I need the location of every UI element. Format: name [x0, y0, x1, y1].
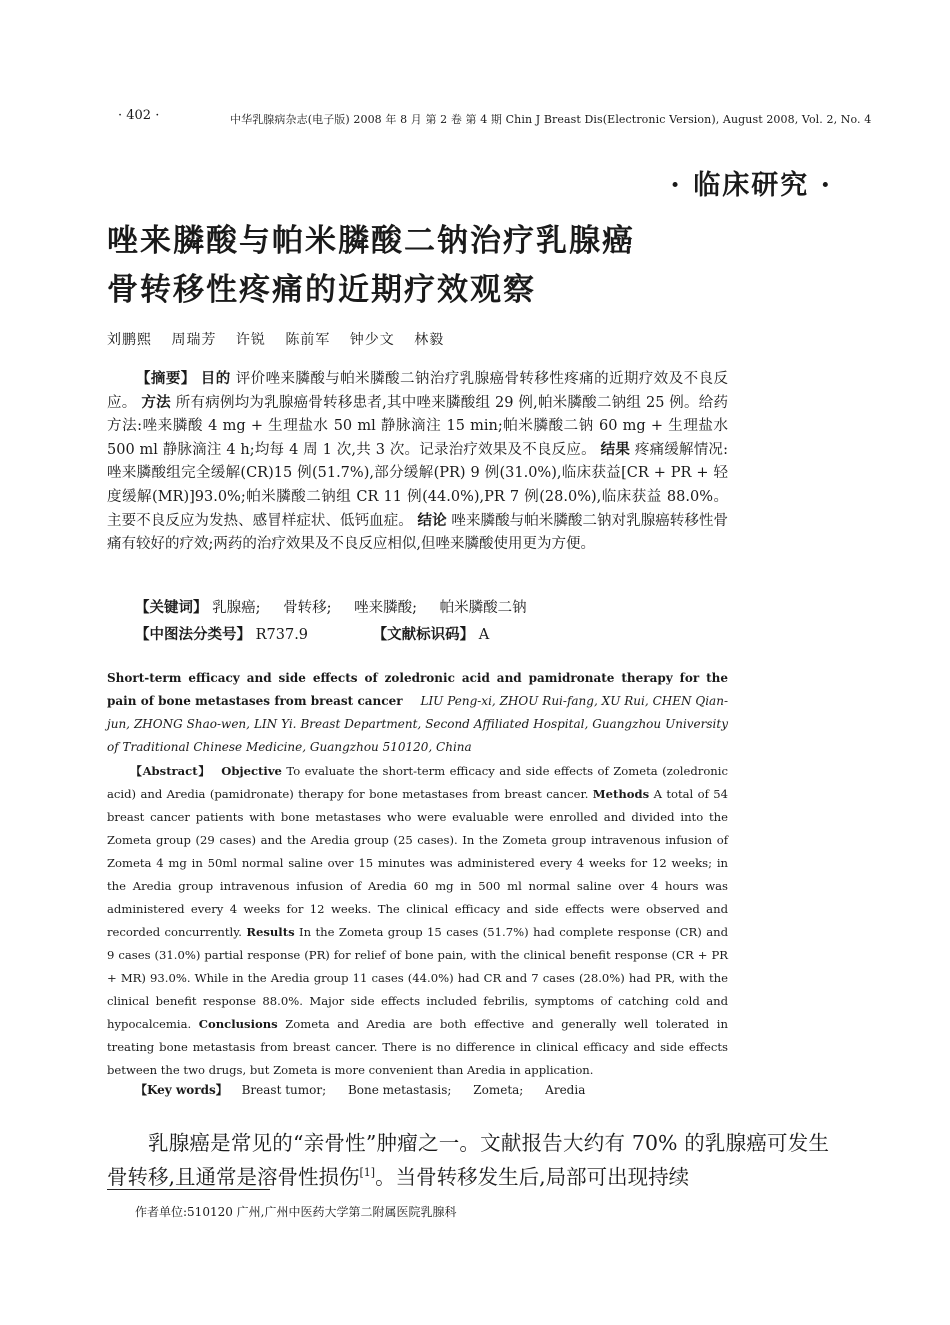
journal-header: 中华乳腺病杂志(电子版) 2008 年 8 月 第 2 卷 第 4 期 Chin J Breast Dis(Electronic Version), August 2008, Vol. 2, No. 4 [230, 113, 872, 126]
section-label: · 临床研究 · [670, 170, 832, 201]
abstract-label: 【摘要】 [136, 371, 196, 387]
en-conclusions-text: Zometa and Aredia are both effective and generally well tolerated in treating bone metastasis from breast cancer. There is no difference in clinical efficacy and side effects between the two drugs, but Zometa is more convenient than Aredia in application. [107, 1017, 728, 1077]
doc-code-value: A [478, 627, 490, 643]
body-text-end: 。当骨转移发生后,局部可出现持续 [375, 1164, 690, 1189]
english-title: Short-term efficacy and side effects of zoledronic acid and pamidronate therapy for the pain of bone metastases from breast cancer [107, 671, 728, 708]
en-results-text: In the Zometa group 15 cases (51.7%) had complete response (CR) and 9 cases (31.0%) partial response (PR) for relief of bone pain, with the clinical benefit response (CR + PR + MR) 93.0%. While in the Aredia group 11 cases (44.0%) had CR and 7 cases (28.0%) had PR, with the clinical benefit response 88.0%. Major side effects included febrilis, symptoms of catching cold and hypocalcemia. [107, 925, 729, 1031]
english-abstract [107, 760, 728, 1082]
chinese-keywords [135, 596, 527, 617]
author-affiliation-footnote: 作者单位:510120 广州,广州中医药大学第二附属医院乳腺科 [135, 1205, 457, 1219]
en-objective-label: Objective [221, 764, 282, 778]
conclusions-text: 唑来膦酸与帕米膦酸二钠对乳腺癌转移性骨痛有较好的疗效;两药的治疗效果及不良反应相似,但唑来膦酸使用更为方便。 [107, 512, 729, 553]
article-title-line2: 骨转移性疼痛的近期疗效观察 [107, 272, 536, 308]
en-conclusions-label: Conclusions [198, 1017, 278, 1031]
en-keywords-label: 【Key words】 [135, 1083, 228, 1097]
conclusions-label: 结论 [417, 512, 447, 529]
cls-label: 【中图法分类号】 [135, 627, 251, 643]
author-list: 刘鹏熙 周瑞芳 许锐 陈前军 钟少文 林毅 [107, 332, 445, 348]
keyword: 骨转移; [283, 600, 332, 616]
english-authors-affiliation: LIU Peng-xi, ZHOU Rui-fang, XU Rui, CHEN Qian-jun, ZHONG Shao-wen, LIN Yi. Breast Department, Second Affiliated Hospital, Guangzhou University of Traditional Chinese Medicine, Guangzhou 510120, China [107, 694, 728, 754]
en-methods-text: A total of 54 breast cancer patients with bone metastases who were evaluable were enrolled and divided into the Zometa group (29 cases) and the Aredia group (25 cases). In the Zometa group intravenous infusion of Zometa 4 mg in 50ml normal saline over 15 minutes was administered every 4 weeks for 12 weeks; in the Aredia group intravenous infusion of Aredia 60 mg in 500 ml normal saline over 4 hours was administered every 4 weeks for 12 weeks. The clinical efficacy and side effects were observed and recorded concurrently. [107, 787, 729, 939]
doc-code-label: 【文献标识码】 [372, 627, 475, 643]
en-keyword: Bone metastasis; [347, 1083, 452, 1097]
body-text-start: 乳腺癌是常见的“亲骨性”肿瘤之一。文献报告大约有 70% 的乳腺癌可发生骨转移,且通常是溶骨性损伤 [107, 1131, 829, 1189]
cls-value: R737.9 [255, 627, 309, 643]
keyword: 乳腺癌; [212, 600, 261, 616]
en-keyword: Zometa; [473, 1083, 524, 1097]
chinese-abstract [107, 368, 728, 557]
results-text: 疼痛缓解情况:唑来膦酸组完全缓解(CR)15 例(51.7%),部分缓解(PR) 9 例(31.0%),临床获益[CR + PR + 轻度缓解(MR)]93.0%;帕米膦酸二钠组 CR 11 例(44.0%),PR 7 例(28.0%),临床获益 88.0%。主要不良反应为发热、感冒样症状、低钙血症。 [107, 441, 729, 529]
keyword: 帕米膦酸二钠 [439, 600, 527, 616]
methods-label: 方法 [141, 394, 171, 411]
keywords-label: 【关键词】 [135, 600, 208, 616]
en-abstract-label: 【Abstract】 [130, 764, 211, 778]
en-keyword: Breast tumor; [241, 1083, 327, 1097]
results-label: 结果 [600, 441, 631, 458]
methods-text: 所有病例均为乳腺癌骨转移患者,其中唑来膦酸组 29 例,帕米膦酸二钠组 25 例。给药方法:唑来膦酸 4 mg + 生理盐水 50 ml 静脉滴注 15 min;帕米膦酸二钠 60 mg + 生理盐水 500 ml 静脉滴注 4 h;均每 4 周 1 次,共 3 次。记录治疗效果及不良反应。 [107, 394, 729, 458]
page-number: · 402 · [118, 108, 160, 123]
en-keyword: Aredia [545, 1083, 586, 1097]
english-keywords [135, 1081, 585, 1098]
en-results-label: Results [246, 925, 295, 939]
en-objective-text: To evaluate the short-term efficacy and side effects of Zometa (zoledronic acid) and Aredia (pamidronate) therapy for bone metastases from breast cancer. [107, 764, 728, 801]
citation-ref[interactable]: [1] [359, 1166, 376, 1179]
en-methods-label: Methods [592, 787, 650, 801]
classification-line [135, 623, 489, 644]
article-title-line1: 唑来膦酸与帕米膦酸二钠治疗乳腺癌 [107, 223, 635, 259]
objective-label: 目的 [200, 371, 231, 387]
keyword: 唑来膦酸; [354, 600, 417, 616]
objective-text: 评价唑来膦酸与帕米膦酸二钠治疗乳腺癌骨转移性疼痛的近期疗效及不良反应。 [107, 371, 729, 411]
english-title-block [107, 667, 728, 759]
footnote-divider [107, 1189, 270, 1190]
body-paragraph [107, 1128, 829, 1192]
